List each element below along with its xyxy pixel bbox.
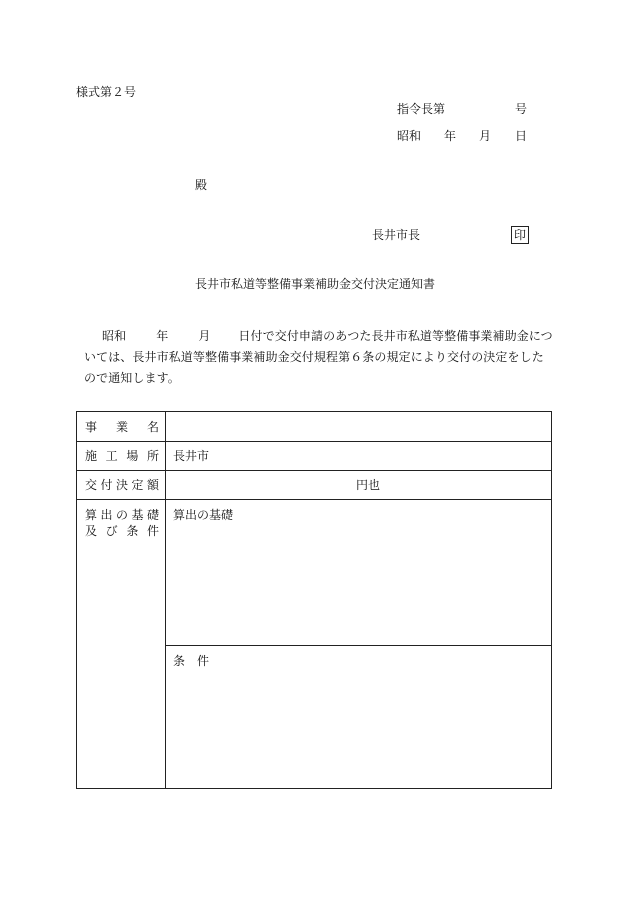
date-era: 昭和 <box>397 129 422 143</box>
seal-stamp: 印 <box>511 226 529 244</box>
addressee-honorific: 殿 <box>195 178 208 192</box>
amount-unit: 円也 <box>356 478 381 492</box>
amount-label: 交付決定額 <box>85 478 159 492</box>
date-year-unit: 年 <box>444 129 457 143</box>
body-era: 昭和 <box>102 329 127 343</box>
subsidy-form-table <box>76 411 552 789</box>
location-label: 施工場所 <box>85 449 159 463</box>
basis-label-line1: 算出の基礎 <box>85 508 159 522</box>
row-divider <box>77 441 551 442</box>
conditions-section-label: 条 件 <box>173 654 210 668</box>
reference-suffix: 号 <box>515 102 528 116</box>
column-divider <box>165 412 166 788</box>
row-divider <box>77 470 551 471</box>
reference-prefix: 指令長第 <box>397 102 446 116</box>
basis-conditions-label <box>85 507 159 539</box>
project-name-field[interactable] <box>173 421 543 435</box>
body-text: 日付で交付申請のあつた長井市私道等整備事業補助金については、長井市私道等整備事業補助金交付規程第６条の規定により交付の決定をしたので通知します。 <box>84 329 553 385</box>
row-divider <box>77 499 551 500</box>
issuer-title: 長井市長 <box>372 228 421 242</box>
body-paragraph <box>84 326 554 389</box>
basis-section-label: 算出の基礎 <box>173 508 234 522</box>
date-month-unit: 月 <box>479 129 492 143</box>
body-year-unit: 年 <box>156 329 169 343</box>
document-title: 長井市私道等整備事業補助金交付決定通知書 <box>195 277 436 291</box>
location-value: 長井市 <box>173 449 210 463</box>
project-name-label: 事業名 <box>85 420 159 434</box>
body-month-unit: 月 <box>198 329 211 343</box>
basis-label-line2: 及び条件 <box>85 524 159 538</box>
section-divider <box>165 645 551 646</box>
form-number: 様式第２号 <box>76 85 137 99</box>
date-day-unit: 日 <box>515 129 528 143</box>
